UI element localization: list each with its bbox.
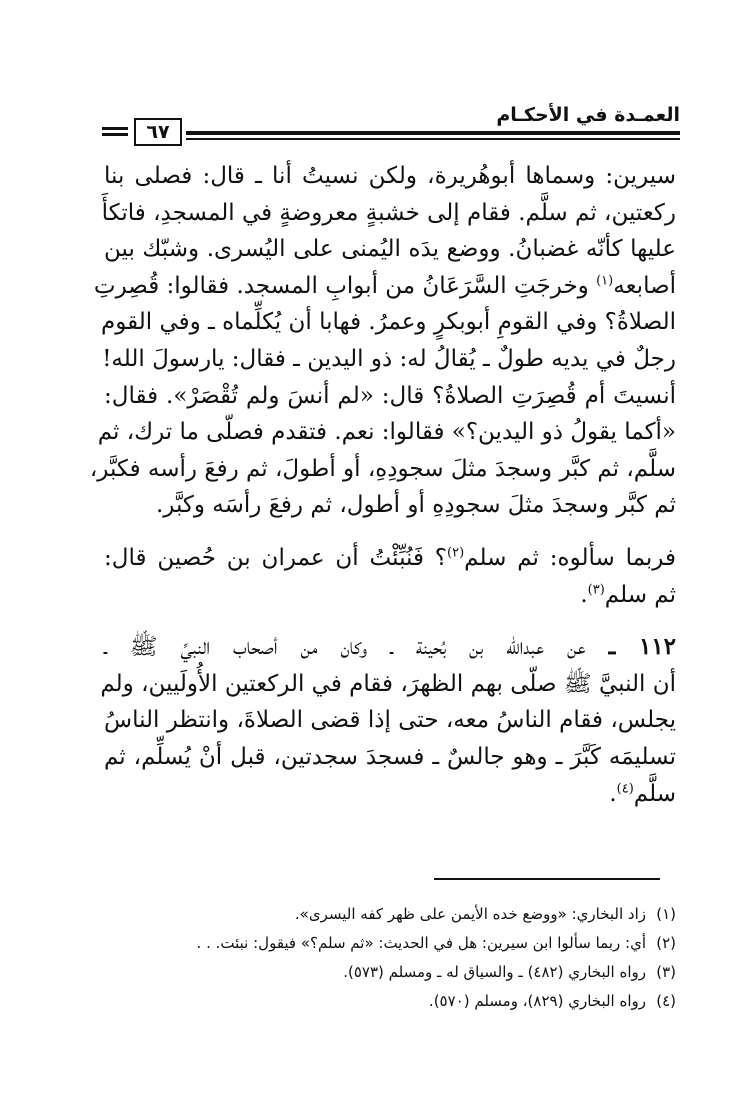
text-line [104,776,676,813]
text-segment: ؟ فَنُبِّئْتُ أن عمران بن حُصين قال: [104,544,448,571]
footnote-text: رواه البخاري (٤٨٢) ـ والسياق له ـ ومسلم (٥٧٣). [343,963,646,981]
text-line: الصلاةُ؟ وفي القومِ أبوبكرٍ وعمرُ. فهابا أن يُكلِّماه ـ وفي القوم [101,309,676,336]
text-segment: ثم سلم [604,581,676,608]
text-segment: وخرجَتِ السَّرَعَانُ من أبوابِ المسجد. فقالوا: قُصِرتِ [93,272,597,299]
text-line: ركعتين، ثم سلَّم. فقام إلى خشبةٍ معروضةٍ في المسجدِ، فاتكأَ [101,199,676,226]
text-line: رجلٌ في يديه طولٌ ـ يُقالُ له: ذو اليدين ـ فقال: يارسولَ الله! [102,345,676,372]
footnote-text: زاد البخاري: «ووضع خده الأيمن على ظهر كفه اليسرى». [294,905,646,923]
text-line [93,268,676,305]
text-segment: . [609,780,617,807]
running-title: العمـدة في الأحكـام [496,104,680,126]
footnote [150,900,676,929]
text-line: سيرين: وسماها أبوهُريرة، ولكن نسيتُ أنا ـ قال: فصلى بنا [104,163,676,189]
footnotes [150,900,676,1016]
footnote [150,987,676,1016]
page-number: ٦٧ [134,118,182,146]
text-line: يجلس، فقام الناسُ معه، حتى إذا قضى الصلاةَ، وانتظر الناسُ [104,707,676,734]
footnote-ref[interactable]: (٢) [447,545,465,561]
text-line: عليها كأنّه غضبانُ. ووضع يدَه اليُمنى على اليُسرى. وشبّك بين [104,236,676,263]
text-line: «أكما يقولُ ذو اليدين؟» فقالوا: نعم. فتقدم فصلّى ما ترك، ثم [97,419,676,446]
text-segment: عن عبدالله بن بُحينة ـ وكان من أصحاب النبيِّ ﷺ ـ [104,634,609,661]
text-line [104,577,676,614]
text-line [104,540,676,577]
footnote-number: (٣) [656,963,676,981]
text-line: ثم كبَّر وسجدَ مثلَ سجودِهِ أو أطول، ثم رفعَ رأسَه وكبَّر. [155,492,676,519]
header-rule-thin [186,138,680,140]
text-line: أن النبيَّ ﷺ صلّى بهم الظهرَ، فقام في الركعتين الأُولَيين، ولم [100,670,676,697]
hadith-number: ١١٢ ـ [608,633,677,661]
footnote [150,958,676,987]
text-segment: فربما سألوه: ثم سلم [464,544,676,571]
footnote-text: رواه البخاري (٨٢٩)، ومسلم (٥٧٠). [428,992,646,1010]
footnote-separator [434,878,660,880]
main-text [89,158,677,812]
header-ornament-bar [102,133,128,136]
footnote-ref[interactable]: (١) [596,273,614,289]
footnote-ref[interactable]: (٤) [616,780,634,796]
footnote-number: (٤) [656,992,676,1010]
text-line: تسليمَه كَبَّرَ ـ وهو جالسٌ ـ فسجدَ سجدتين، قبل أنْ يُسلِّم، ثم [104,743,676,770]
footnote-ref[interactable]: (٣) [587,581,605,597]
text-segment: سلَّم [633,780,676,807]
text-line: أنسيتَ أم قُصِرَتِ الصلاةُ؟ قال: «لم أنسَ ولم تُقْصَرْ». فقال: [104,382,676,409]
footnote-number: (١) [656,905,676,923]
text-segment: أصابعه [613,272,676,299]
text-segment: . [580,581,588,608]
footnote-number: (٢) [656,934,676,952]
footnote-text: أي: ربما سألوا ابن سيرين: هل في الحديث: «ثم سلم؟» فيقول: نبئت. . . [196,934,646,952]
page-header [96,100,680,144]
header-ornament-bar [102,127,128,130]
text-line: سلَّم، ثم كبَّر وسجدَ مثلَ سجودِهِ، أو أطولَ، ثم رفعَ رأسه فكبَّر، [89,455,676,482]
footnote [150,929,676,958]
text-line [104,629,676,666]
header-rule-thick [186,131,680,135]
